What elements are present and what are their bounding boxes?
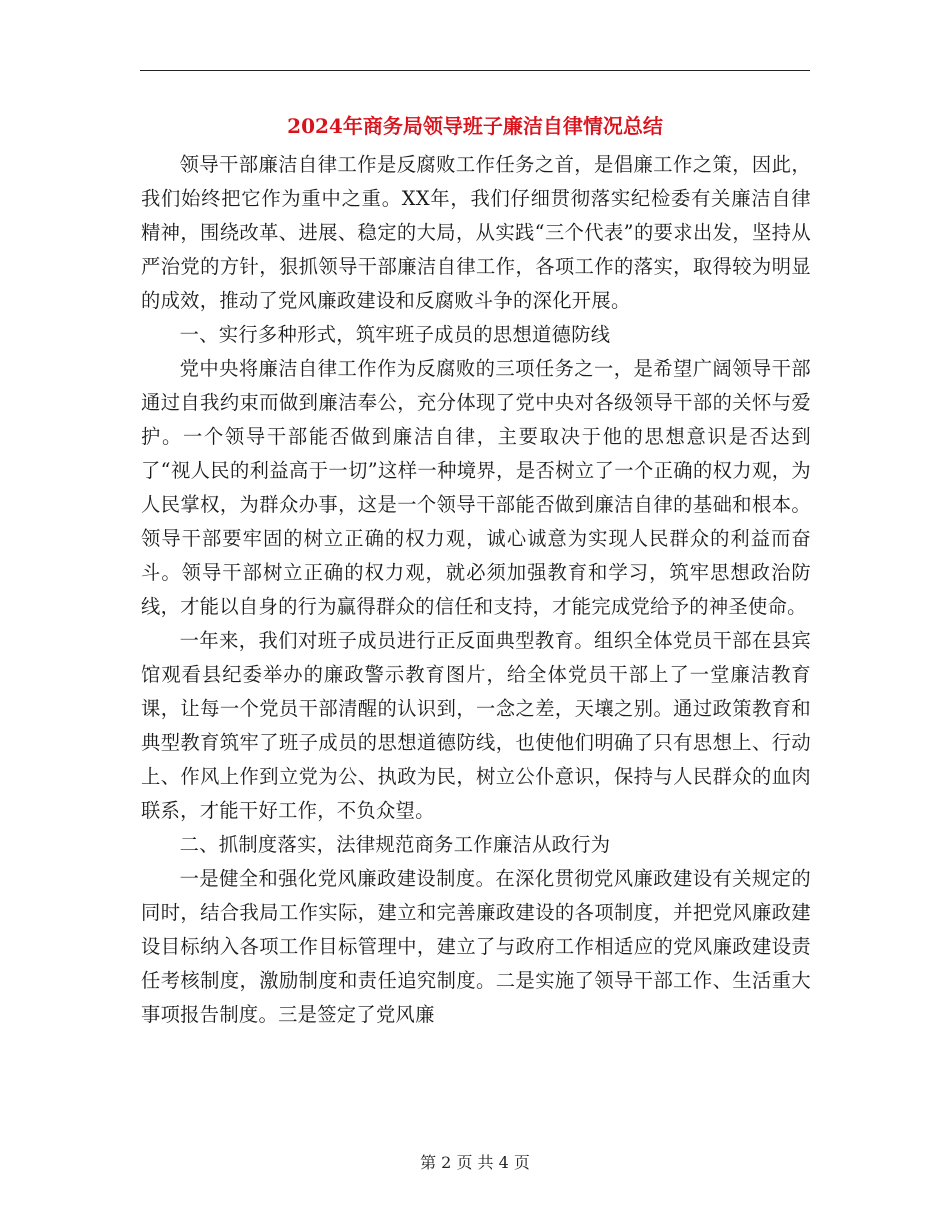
paragraph-section-1-a: 党中央将廉洁自律工作作为反腐败的三项任务之一，是希望广阔领导干部通过自我约束而做到廉洁奉公，充分体现了党中央对各级领导干部的关怀与爱护。一个领导干部能否做到廉洁自律，主要取决于他的思想意识是否达到了“视人民的利益高于一切”这样一种境界，是否树立了一个正确的权力观，为人民掌权，为群众办事，这是一个领导干部能否做到廉洁自律的基础和根本。领导干部要牢固的树立正确的权力观，诚心诚意为实现人民群众的利益而奋斗。领导干部树立正确的权力观，就必须加强教育和学习，筑牢思想政治防线，才能以自身的行为赢得群众的信任和支持，才能完成党给予的神圣使命。 — [141, 357, 811, 618]
page-number-footer: 第 2 页 共 4 页 — [420, 1153, 530, 1172]
paragraph-intro: 领导干部廉洁自律工作是反腐败工作任务之首，是倡廉工作之策，因此，我们始终把它作为重中之重。XX年，我们仔细贯彻落实纪检委有关廉洁自律精神，围绕改革、进展、稳定的大局，从实践“三个代表”的要求出发，坚持从严治党的方针，狠抓领导干部廉洁自律工作，各项工作的落实，取得较为明显的成效，推动了党风廉政建设和反腐败斗争的深化开展。 — [141, 153, 811, 312]
paragraph-section-2-a: 一是健全和强化党风廉政建设制度。在深化贯彻党风廉政建设有关规定的同时，结合我局工作实际，建立和完善廉政建设的各项制度，并把党风廉政建设目标纳入各项工作目标管理中，建立了与政府工作相适应的党风廉政建设责任考核制度，激励制度和责任追究制度。二是实施了领导干部工作、生活重大事项报告制度。三是签定了党风廉 — [141, 867, 811, 1026]
section-heading-2: 二、抓制度落实，法律规范商务工作廉洁从政行为 — [179, 833, 611, 856]
section-heading-1: 一、实行多种形式，筑牢班子成员的思想道德防线 — [179, 323, 611, 346]
paragraph-section-1-b: 一年来，我们对班子成员进行正反面典型教育。组织全体党员干部在县宾馆观看县纪委举办的廉政警示教育图片，给全体党员干部上了一堂廉洁教育课，让每一个党员干部清醒的认识到，一念之差，天壤之别。通过政策教育和典型教育筑牢了班子成员的思想道德防线，也使他们明确了只有思想上、行动上、作风上作到立党为公、执政为民，树立公仆意识，保持与人民群众的血肉联系，才能干好工作，不负众望。 — [141, 629, 811, 822]
document-body — [141, 148, 811, 1032]
document-title: 2024年商务局领导班子廉洁自律情况总结 — [287, 114, 663, 138]
header-rule — [140, 70, 810, 71]
